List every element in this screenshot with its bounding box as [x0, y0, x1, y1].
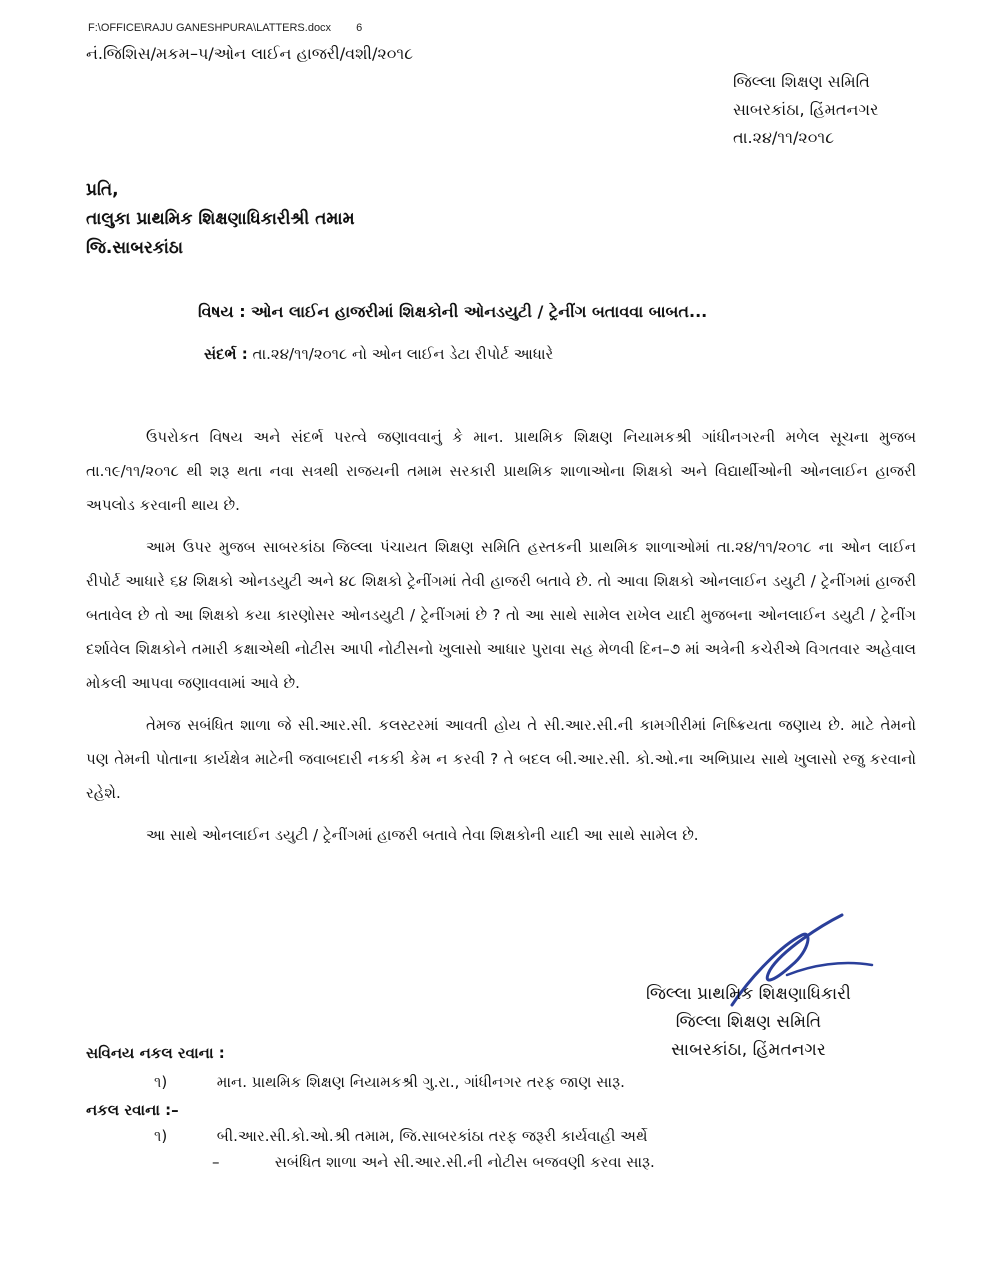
copy-item-2-number: ૧): [154, 1127, 168, 1145]
copy-item-1-text: માન. પ્રાથમિક શિક્ષણ નિયામકશ્રી ગુ.રા., ગાંધીનગર તરફ જાણ સારૂ.: [216, 1073, 625, 1091]
recipient-line1: તાલુકા પ્રાથમિક શિક્ષણાધિકારીશ્રી તમામ: [86, 209, 355, 229]
office-address: [733, 68, 878, 152]
letter-body: [86, 420, 916, 860]
subject-line: વિષય : ઓન લાઈન હાજરીમાં શિક્ષકોની ઓનડયુટી / ટ્રેનીંગ બતાવવા બાબત...: [198, 302, 708, 321]
reference-line: [204, 345, 553, 363]
body-paragraph-1: ઉપરોકત વિષય અને સંદર્ભ પરત્વે જણાવવાનું કે માન. પ્રાથમિક શિક્ષણ નિયામકશ્રી ગાંધીનગરની મળેલ સૂચના મુજબ તા.૧૯/૧૧/૨૦૧૮ થી શરૂ થતા નવા સત્રથી રાજયની તમામ સરકારી પ્રાથમિક શાળાઓના શિક્ષકો અને વિદ્યાર્થીઓની ઓનલાઈન હાજરી અપલોડ કરવાની થાય છે.: [86, 428, 916, 514]
copy-item-1-number: ૧): [154, 1073, 168, 1091]
signature-block: [646, 980, 851, 1064]
recipient-prati: પ્રતિ,: [86, 180, 119, 200]
copy-heading: નકલ રવાના :–: [86, 1101, 179, 1119]
copy-item-2: [154, 1127, 647, 1145]
file-path-header: [88, 22, 362, 34]
copy-item-3: [212, 1153, 655, 1171]
file-path: F:\OFFICE\RAJU GANESHPURA\LATTERS.docx: [88, 22, 332, 34]
page-number: 6: [356, 22, 363, 34]
signature-city: સાબરકાંઠા, હિંમતનગર: [671, 1040, 826, 1060]
copy-item-1: [154, 1073, 625, 1091]
signature-office: જિલ્લા શિક્ષણ સમિતિ: [675, 1012, 822, 1032]
recipient-line2: જિ.સાબરકાંઠા: [86, 238, 183, 258]
body-paragraph-2: આમ ઉપર મુજબ સાબરકાંઠા જિલ્લા પંચાયત શિક્ષણ સમિતિ હસ્તકની પ્રાથમિક શાળાઓમાં તા.૨૪/૧૧/૨૦૧૮ ના ઓન લાઈન રીપોર્ટ આધારે ૬૪ શિક્ષકો ઓનડયુટી અને ૪૮ શિક્ષકો ટ્રેનીંગમાં તેવી હાજરી બતાવે છે. તો આવા શિક્ષકો ઓનલાઈન ડયુટી / ટ્રેનીંગમાં હાજરી બતાવેલ છે તો આ શિક્ષકો કયા કારણોસર ઓનડયુટી / ટ્રેનીંગમાં છે ? તો આ સાથે સામેલ રાખેલ યાદી મુજબના ઓનલાઈન ડયુટી / ટ્રેનીંગ દર્શાવેલ શિક્ષકોને તમારી કક્ષાએથી નોટીસ આપી નોટીસનો ખુલાસો આધાર પુરાવા સહ મેળવી દિન–૭ માં અત્રેની કચેરીએ વિગતવાર અહેવાલ મોકલી આપવા જણાવવામાં આવે છે.: [86, 538, 916, 692]
body-paragraph-4: આ સાથે ઓનલાઈન ડયુટી / ટ્રેનીંગમાં હાજરી બતાવે તેવા શિક્ષકોની યાદી આ સાથે સામેલ છે.: [146, 826, 699, 844]
office-city: સાબરકાંઠા, હિંમતનગર: [733, 100, 879, 119]
recipient-block: [86, 176, 355, 263]
copy-heading-respectful: સવિનય નકલ રવાના :: [86, 1044, 225, 1062]
letter-date: તા.૨૪/૧૧/૨૦૧૮: [733, 128, 835, 147]
reference-text: તા.૨૪/૧૧/૨૦૧૮ નો ઓન લાઈન ડેટા રીપોર્ટ આધારે: [252, 345, 554, 363]
body-paragraph-3: તેમજ સબંધિત શાળા જે સી.આર.સી. કલસ્ટરમાં આવતી હોય તે સી.આર.સી.ની કામગીરીમાં નિષ્ક્રિયતા જણાય છે. માટે તેમનો પણ તેમની પોતાના કાર્યક્ષેત્ર માટેની જવાબદારી નકકી કેમ ન કરવી ? તે બદલ બી.આર.સી. કો.ઓ.ના અભિપ્રાય સાથે ખુલાસો રજુ કરવાનો રહેશે.: [86, 716, 916, 802]
reference-label: સંદર્ભ :: [204, 345, 248, 363]
copy-item-3-text: સબંધિત શાળા અને સી.આર.સી.ની નોટીસ બજવણી કરવા સારૂ.: [274, 1153, 655, 1171]
signature-title: જિલ્લા પ્રાથમિક શિક્ષણાધિકારી: [646, 984, 851, 1004]
office-name: જિલ્લા શિક્ષણ સમિતિ: [733, 72, 870, 91]
copy-item-3-number: –: [212, 1153, 220, 1171]
copy-item-2-text: બી.આર.સી.કો.ઓ.શ્રી તમામ, જિ.સાબરકાંઠા તરફ જરૂરી કાર્યવાહી અર્થે: [216, 1127, 648, 1145]
reference-number: નં.જિશિસ/મકમ–પ/ઓન લાઈન હાજરી/વશી/૨૦૧૮: [86, 44, 414, 63]
